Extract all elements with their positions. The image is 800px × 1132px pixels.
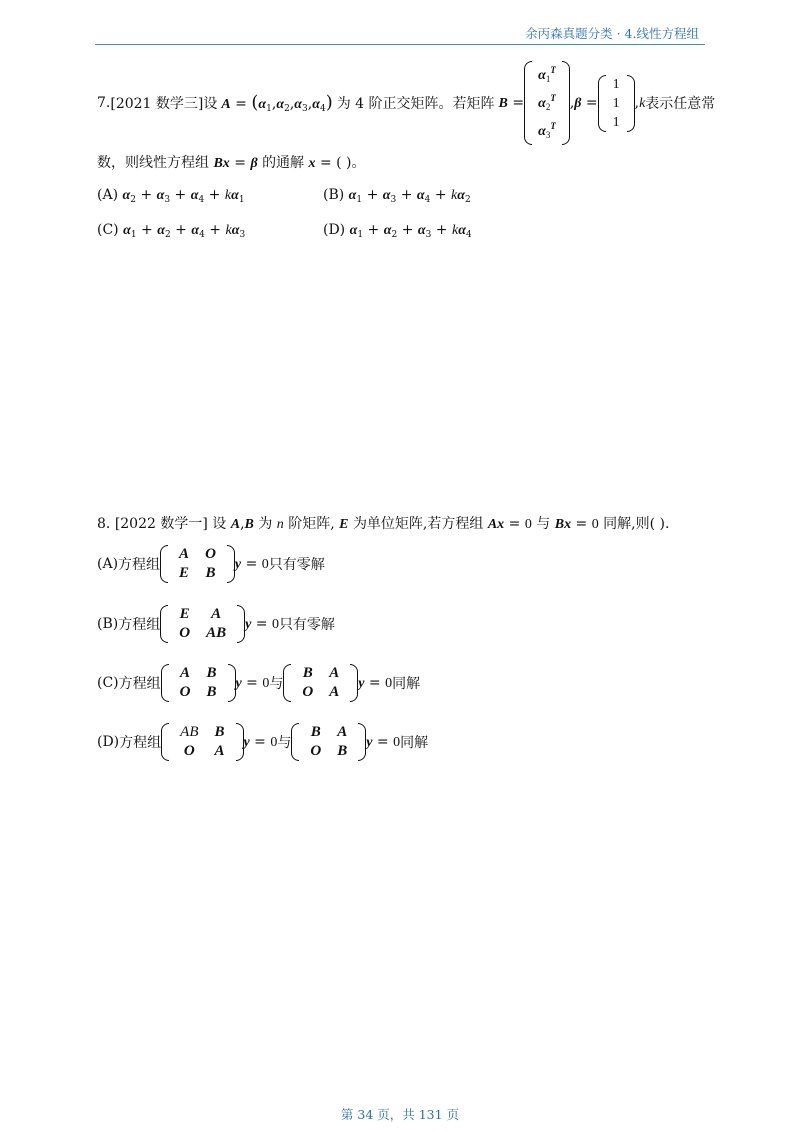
q7-number: 7. [97,95,111,111]
q8-option-c-mid: 与 [269,676,284,692]
q7-option-d-label: (D) [323,222,346,238]
q7-mid1: 为 4 阶正交矩阵。若矩阵 [336,96,495,112]
q8-option-c-matrix-1: A B O B [161,664,236,702]
q8-option-a[interactable] [97,545,325,583]
q7-intro: 设 [203,96,218,112]
q8-option-d-eq-2: y = 0 [366,733,401,750]
header-title: 余丙森真题分类 · 4.线性方程组 [525,26,699,41]
q7-x: x [308,156,316,171]
page-number: 第 34 页，共 131 页 [340,1107,460,1122]
q8-intro: 设 [212,516,227,532]
q7-option-c[interactable]: (C) $\alpha_1 + \alpha_2 + \alpha_4 + k\alpha_3$ [97,222,246,240]
q8-option-b[interactable] [97,605,335,643]
q7-matrix-b: B = [498,94,525,111]
q8-n: n [276,517,284,532]
q7-option-a-label: (A) [97,187,119,203]
q7-beta: β = [574,94,598,111]
q8-number: 8. [97,516,111,532]
question-8-line-1: 8. [2022 数学一] 设 A,B 为 n 阶矩阵, E 为单位矩阵,若方程组 Ax = 0 与 Bx = 0 同解,则( ). [97,516,670,532]
q8-source: [2022 数学一] [114,516,208,532]
q7-option-a[interactable]: (A) $\alpha_2 + \alpha_3 + \alpha_4 + k\alpha_1$ [97,187,245,205]
q8-option-d-post: 同解 [400,735,429,751]
q8-ab: A [230,517,241,532]
q8-option-d[interactable] [97,723,428,761]
q8-option-b-eq: y = 0 [245,615,279,632]
q8-option-b-matrix: E A O AB [160,605,245,643]
question-7-line-2: 数，则线性方程组 Bx = β 的通解 x = ( )。 [97,155,366,171]
q8-option-d-mid: 与 [277,735,292,751]
q7-line2-b: 的通解 [262,155,305,171]
q7-option-c-label: (C) [97,222,119,238]
q7-k: ,k [634,94,646,111]
q7-mid2: , [569,95,575,111]
q8-option-c-post: 同解 [392,676,421,692]
q7-option-d[interactable]: (D) $\alpha_1 + \alpha_2 + \alpha_3 + k\alpha_4$ [323,222,472,240]
q8-option-c-label: (C) [97,675,119,691]
q8-option-c-matrix-2: B A O A [283,664,358,702]
q7-beta-vector: 1 1 1 [598,75,635,132]
q8-option-a-matrix: A O E B [160,545,235,583]
page-footer [0,1105,800,1123]
q8-option-c[interactable] [97,664,420,702]
q8-ax: Ax = 0 [487,516,532,532]
q8-mid3: 为单位矩阵,若方程组 [352,516,484,532]
q7-option-b[interactable]: (B) $\alpha_1 + \alpha_3 + \alpha_4 + k\alpha_2$ [323,187,471,205]
q7-mid3: 表示任意常 [645,96,716,112]
q8-option-c-eq-1: y = 0 [235,674,270,691]
q8-option-b-label: (B) [97,616,119,632]
q8-option-d-label: (D) [97,734,120,750]
q8-e: E [339,517,349,532]
q8-option-a-label: (A) [97,556,119,572]
q8-mid5: 同解,则( ). [603,516,670,532]
q8-option-d-pre: 方程组 [119,735,162,751]
q7-matrix-b-rows: $\alpha_1^T$ $\alpha_2^T$ $\alpha_3^T$ [524,61,570,145]
question-7-line-1 [97,65,716,140]
q7-line2-c: = ( )。 [319,155,366,171]
q8-bx: Bx = 0 [554,516,599,532]
q8-mid1: 为 [258,516,273,532]
q7-option-b-label: (B) [323,187,345,203]
q8-option-b-post: 只有零解 [278,617,335,633]
q8-mid2: 阶矩阵, [288,516,335,532]
q7-equation: Bx [213,156,230,171]
q8-option-a-pre: 方程组 [118,557,161,573]
q8-option-d-matrix-1: AB B O A [161,723,243,761]
q7-line2-a: 数，则线性方程组 [97,155,209,171]
q8-option-d-eq-1: y = 0 [243,733,278,750]
q8-option-a-eq: y = 0 [234,555,269,572]
q8-option-d-matrix-2: B A O B [291,723,366,761]
page-header [95,24,705,45]
q8-option-a-post: 只有零解 [268,557,325,573]
q8-option-b-pre: 方程组 [118,617,161,633]
q7-matrix-a: $A = (\alpha_1,\alpha_2,\alpha_3,\alpha_4)$ [221,92,333,114]
q8-option-c-pre: 方程组 [118,676,161,692]
q8-mid4: 与 [536,516,551,532]
q8-option-c-eq-2: y = 0 [358,674,393,691]
q7-source: [2021 数学三] [110,96,204,112]
